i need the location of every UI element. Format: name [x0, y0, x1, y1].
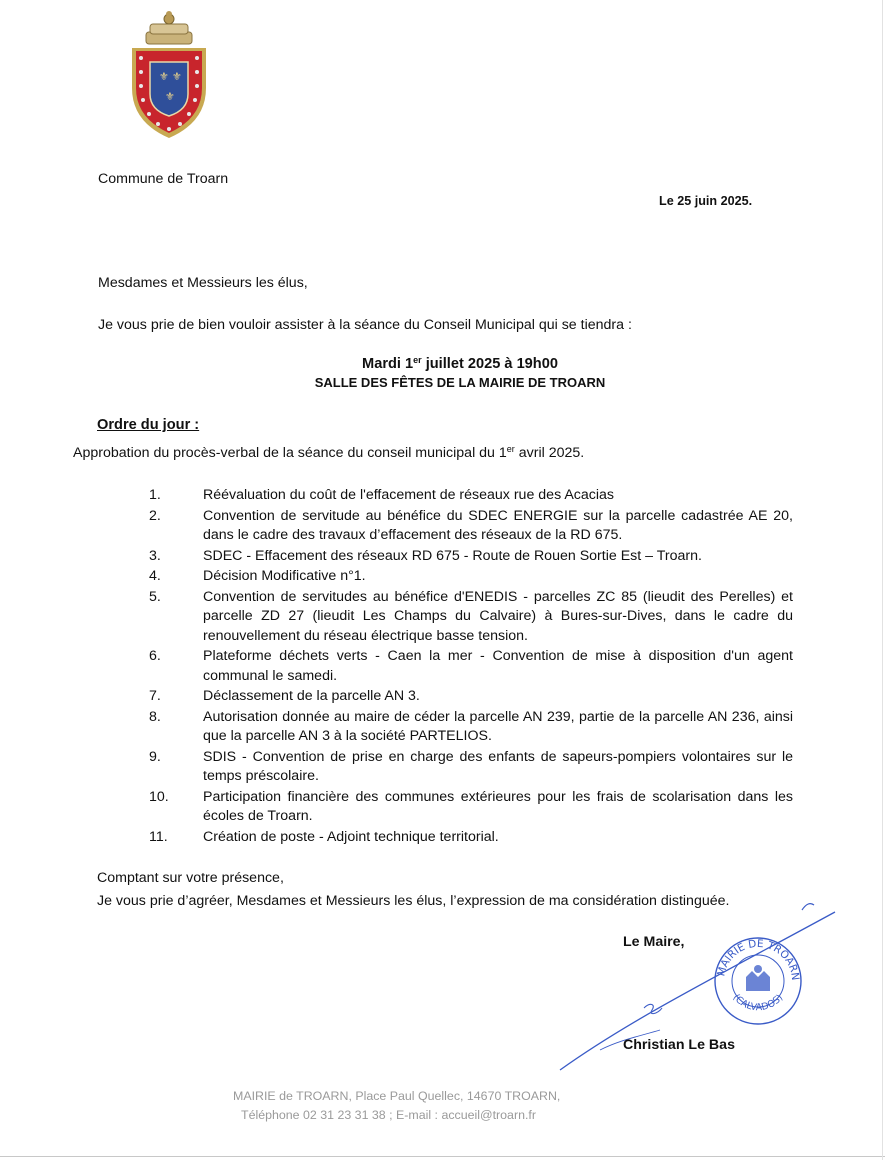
stamp-bottom-text: (CALVADOS)	[730, 992, 786, 1014]
closing-line: Comptant sur votre présence,	[97, 870, 284, 886]
agenda-item	[148, 788, 793, 827]
agenda-item	[148, 567, 793, 587]
agenda-item-number: 1.	[149, 487, 161, 503]
agenda-item-number: 7.	[149, 688, 161, 704]
mairie-stamp	[712, 935, 804, 1027]
agenda-item-text: Plateforme déchets verts - Caen la mer - Convention de mise à disposition d'un agent communal le samedi.	[203, 648, 793, 684]
svg-text:MAIRIE DE TROARN	[715, 938, 801, 981]
svg-text:⚜: ⚜	[159, 70, 169, 83]
agenda-item	[148, 828, 793, 848]
agenda-item-number: 4.	[149, 568, 161, 584]
agenda-item-text: Création de poste - Adjoint technique territorial.	[203, 828, 499, 845]
agenda-item	[148, 748, 793, 787]
agenda-item	[148, 588, 793, 647]
agenda-item-text: Convention de servitudes au bénéfice d'ENEDIS - parcelles ZC 85 (lieudit des Perelles) et parcelle ZD 27 (lieudit Les Champs du Calvaire) à Bures-sur-Dives, dans le cadre du renouvellement du réseau électrique basse tension.	[203, 588, 793, 644]
agenda-item-text: Convention de servitude au bénéfice du SDEC ENERGIE sur la parcelle cadastrée AE 20, dans le cadre des travaux d’effacement des réseaux de la RD 675.	[203, 507, 793, 543]
letter-date: Le 25 juin 2025.	[659, 194, 753, 208]
agenda-item-number: 5.	[149, 588, 161, 605]
agenda-item	[148, 486, 793, 506]
intro-paragraph: Je vous prie de bien vouloir assister à la séance du Conseil Municipal qui se tiendra :	[98, 317, 632, 333]
footer-address: MAIRIE de TROARN, Place Paul Quellec, 14670 TROARN,	[233, 1089, 561, 1103]
agenda-item	[148, 507, 793, 546]
agenda-item	[148, 708, 793, 747]
agenda-list	[148, 486, 793, 848]
approval-suffix: avril 2025.	[514, 445, 585, 461]
approval-line	[73, 444, 584, 461]
agenda-item-number: 9.	[149, 748, 161, 765]
svg-text:⚜: ⚜	[165, 90, 175, 103]
agenda-item-text: Réévaluation du coût de l'effacement de réseaux rue des Acacias	[203, 487, 614, 503]
agenda-item-text: Autorisation donnée au maire de céder la parcelle AN 239, partie de la parcelle AN 236, ainsi que la parcelle AN 3 à la société PARTELIOS.	[203, 708, 793, 744]
mayor-title: Le Maire,	[623, 934, 685, 950]
page-right-edge	[882, 0, 883, 1160]
agenda-item-number: 10.	[149, 788, 169, 805]
svg-text:(CALVADOS)	[730, 992, 785, 1013]
agenda-item-text: Participation financière des communes extérieures pour les frais de scolarisation dans les écoles de Troarn.	[203, 788, 793, 824]
coat-of-arms-logo	[128, 10, 210, 145]
meeting-place: SALLE DES FÊTES DE LA MAIRIE DE TROARN	[314, 375, 606, 390]
agenda-item	[148, 647, 793, 686]
agenda-item	[148, 547, 793, 567]
commune-name: Commune de Troarn	[98, 171, 229, 187]
meeting-date-suffix: juillet 2025 à 19h00	[421, 356, 558, 372]
agenda-item-number: 8.	[149, 708, 161, 725]
meeting-date	[0, 355, 885, 372]
meeting-date-sup: er	[413, 355, 422, 365]
svg-text:⚜: ⚜	[172, 70, 182, 83]
approval-sup: er	[506, 444, 515, 454]
agenda-item-text: SDIS - Convention de prise en charge des enfants de sapeurs-pompiers volontaires sur le temps préscolaire.	[203, 748, 793, 784]
agenda-item-text: Décision Modificative n°1.	[203, 568, 366, 584]
approval-prefix: Approbation du procès-verbal de la séance du conseil municipal du 1	[73, 445, 507, 461]
agenda-item-number: 6.	[149, 648, 161, 664]
closing-formula: Je vous prie d’agréer, Mesdames et Messieurs les élus, l’expression de ma considération distinguée.	[97, 893, 730, 909]
agenda-title: Ordre du jour :	[97, 417, 200, 433]
agenda-item	[148, 687, 793, 707]
agenda-item-number: 11.	[149, 828, 168, 845]
agenda-item-text: SDEC - Effacement des réseaux RD 675 - Route de Rouen Sortie Est – Troarn.	[203, 547, 702, 564]
mayor-name: Christian Le Bas	[623, 1037, 735, 1053]
stamp-top-text: MAIRIE DE TROARN	[715, 937, 802, 982]
meeting-date-prefix: Mardi 1	[362, 356, 414, 372]
agenda-item-number: 3.	[149, 547, 161, 564]
salutation: Mesdames et Messieurs les élus,	[98, 275, 308, 291]
agenda-item-text: Déclassement de la parcelle AN 3.	[203, 688, 420, 704]
footer-contact: Téléphone 02 31 23 31 38 ; E-mail : accueil@troarn.fr	[241, 1108, 536, 1122]
agenda-item-number: 2.	[149, 507, 161, 524]
page-bottom-divider	[0, 1156, 885, 1157]
